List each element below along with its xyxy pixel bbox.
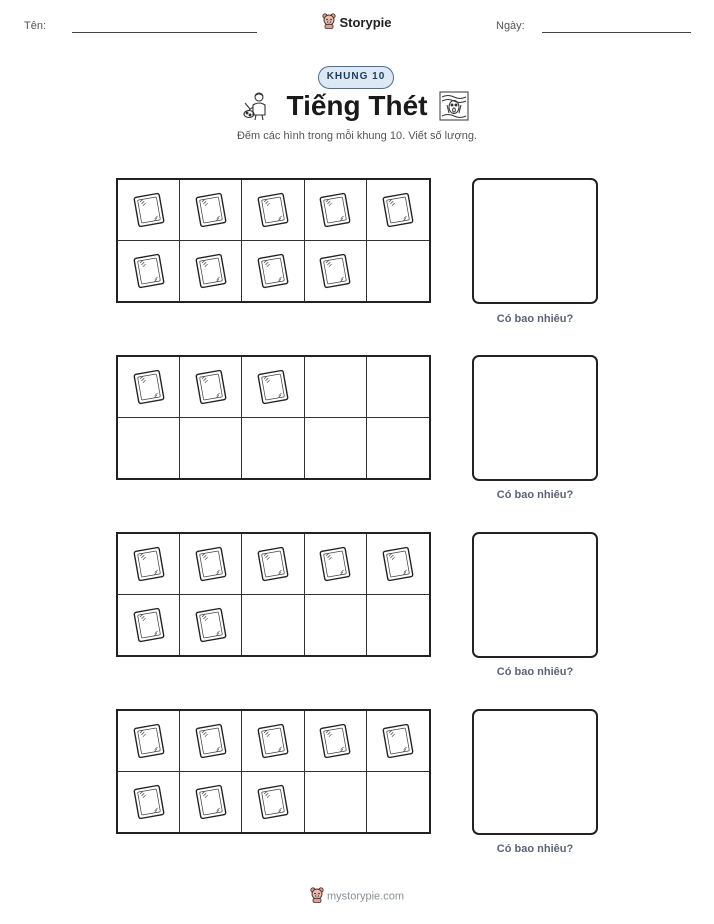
canvas-icon [130,722,168,760]
canvas-icon [130,545,168,583]
canvas-icon [130,191,168,229]
ten-frame-1 [116,178,431,303]
frame-cell [367,180,429,241]
frame-cell [180,711,242,772]
instructions: Đếm các hình trong mỗi khung 10. Viết số lượng. [236,130,477,142]
canvas-icon [192,191,230,229]
frame-cell [180,418,242,479]
answer-label-2: Có bao nhiêu? [496,489,574,501]
page-title: Tiếng Thét [286,90,428,121]
frame-cell [180,357,242,418]
frame-cell [305,180,367,241]
section-badge: KHUNG 10 [318,66,394,89]
footer-url[interactable]: mystorypie.com [326,890,405,903]
frame-cell [118,418,180,479]
canvas-icon [316,191,354,229]
name-line[interactable] [72,32,257,33]
ten-frame-3 [116,532,431,657]
frame-cell [242,241,304,302]
frame-cell [367,711,429,772]
canvas-icon [379,722,417,760]
canvas-icon [192,606,230,644]
canvas-icon [192,368,230,406]
frame-cell [118,241,180,302]
answer-box-4[interactable] [472,709,598,835]
frame-cell [242,534,304,595]
brand-logo [0,13,714,32]
frame-cell [305,711,367,772]
frame-cell [180,595,242,656]
frame-cell [305,595,367,656]
frame-cell [305,418,367,479]
frame-cell [367,534,429,595]
answer-box-2[interactable] [472,355,598,481]
name-label: Tên: [24,20,47,32]
bear-logo-icon [322,13,336,32]
frame-cell [367,357,429,418]
frame-cell [367,772,429,833]
canvas-icon [192,722,230,760]
scream-painting-icon [439,91,469,126]
brand-name: Storypie [339,15,392,30]
frame-cell [305,241,367,302]
canvas-icon [254,722,292,760]
canvas-icon [192,545,230,583]
answer-label-3: Có bao nhiêu? [496,666,574,678]
answer-label-1: Có bao nhiêu? [496,313,574,325]
frame-cell [242,711,304,772]
frame-cell [305,534,367,595]
answer-box-1[interactable] [472,178,598,304]
frame-cell [118,772,180,833]
canvas-icon [316,252,354,290]
canvas-icon [254,783,292,821]
canvas-icon [192,783,230,821]
bear-logo-icon [310,887,324,906]
frame-cell [180,534,242,595]
date-line[interactable] [542,32,691,33]
footer [0,887,714,906]
frame-cell [367,241,429,302]
frame-cell [118,711,180,772]
canvas-icon [379,191,417,229]
ten-frame-2 [116,355,431,480]
frame-cell [367,595,429,656]
frame-cell [180,241,242,302]
frame-cell [242,180,304,241]
canvas-icon [254,368,292,406]
frame-cell [305,772,367,833]
canvas-icon [192,252,230,290]
frame-cell [242,357,304,418]
frame-cell [242,772,304,833]
answer-label-4: Có bao nhiêu? [496,843,574,855]
answer-box-3[interactable] [472,532,598,658]
canvas-icon [254,252,292,290]
frame-cell [118,357,180,418]
frame-cell [180,180,242,241]
frame-cell [118,595,180,656]
canvas-icon [130,252,168,290]
canvas-icon [316,545,354,583]
canvas-icon [316,722,354,760]
frame-cell [367,418,429,479]
ten-frame-4 [116,709,431,834]
frame-cell [242,418,304,479]
frame-cell [305,357,367,418]
canvas-icon [254,191,292,229]
canvas-icon [130,368,168,406]
canvas-icon [130,783,168,821]
frame-cell [180,772,242,833]
canvas-icon [130,606,168,644]
canvas-icon [254,545,292,583]
frame-cell [118,180,180,241]
frame-cell [118,534,180,595]
canvas-icon [379,545,417,583]
date-label: Ngày: [496,20,525,32]
frame-cell [242,595,304,656]
